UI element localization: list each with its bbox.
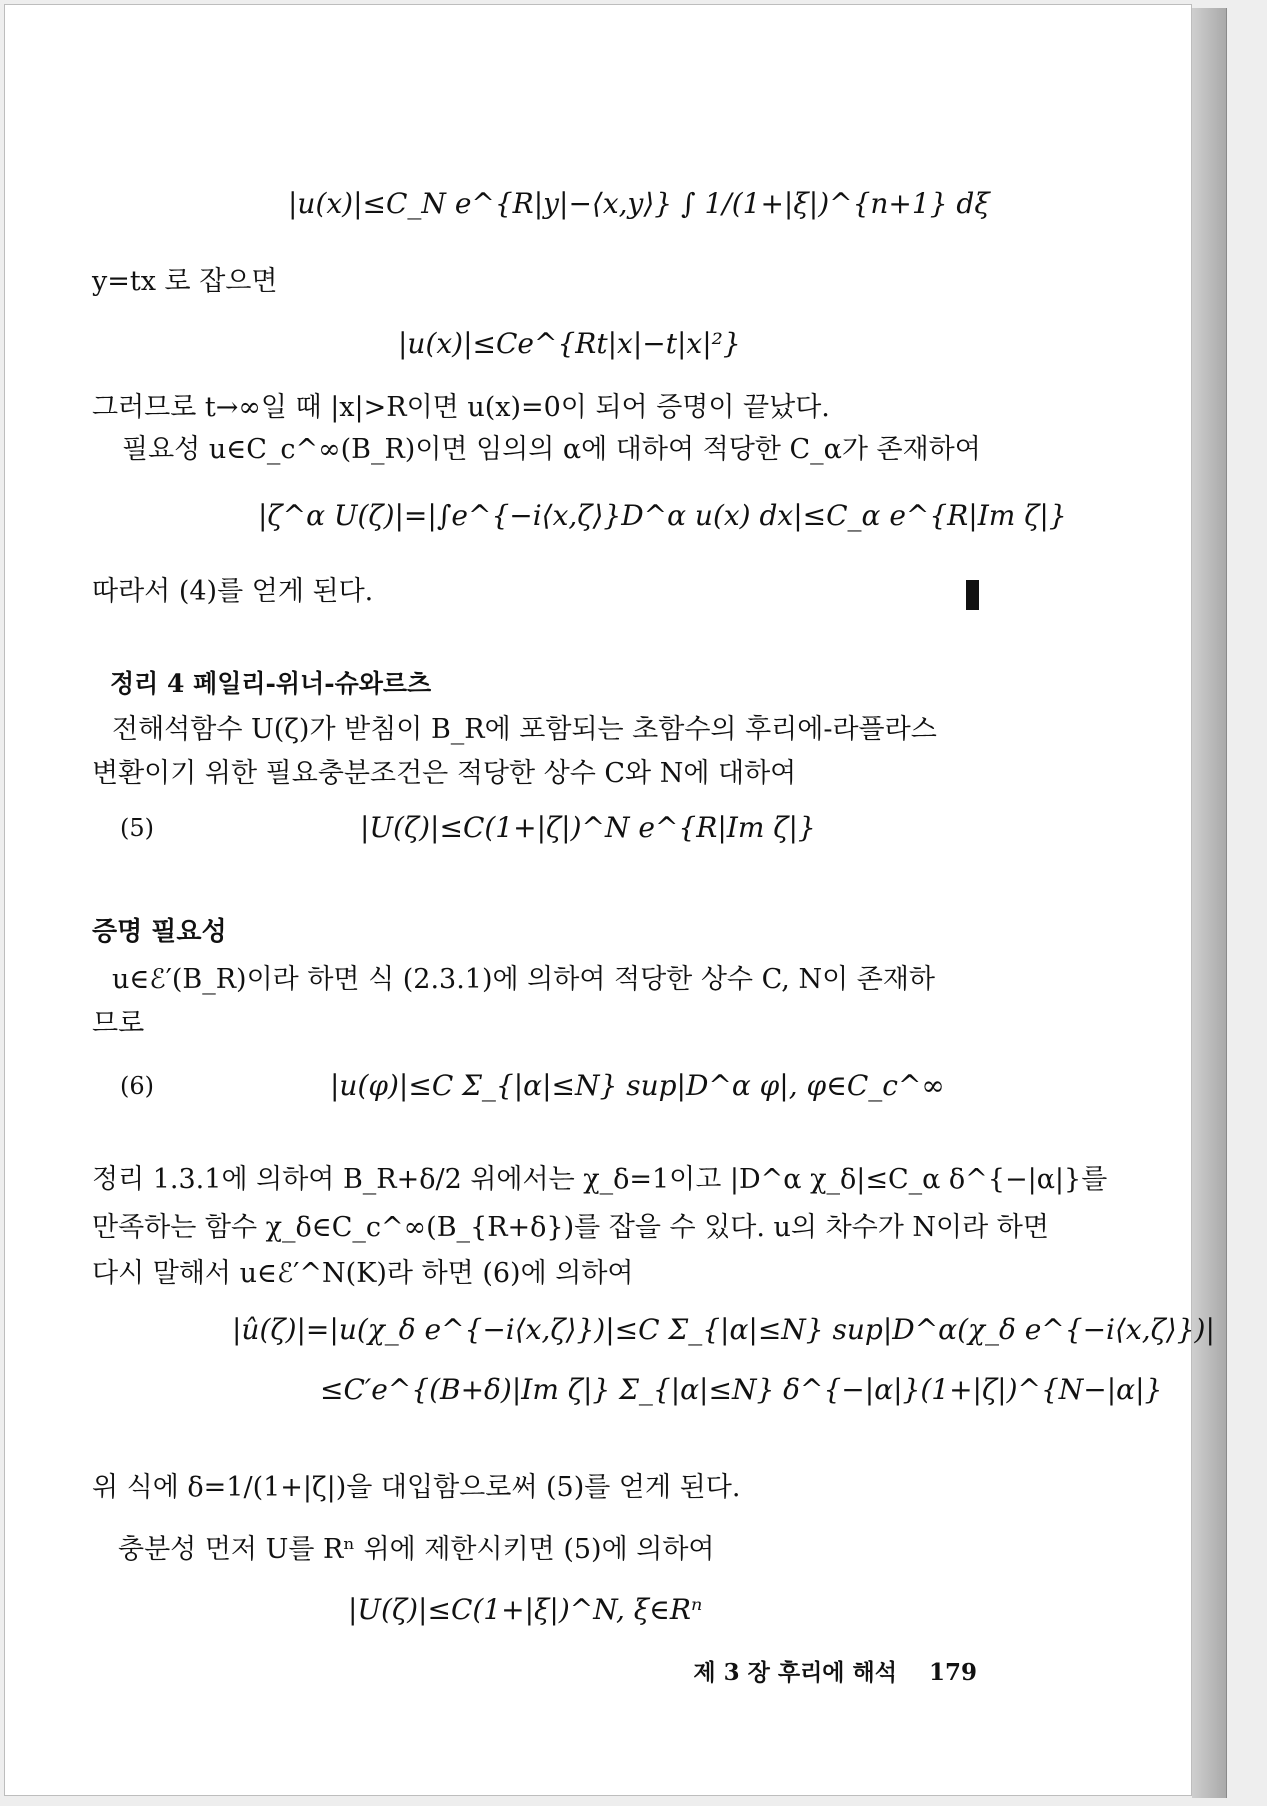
- theorem-title: 정리 4 페일리-위너-슈와르츠: [110, 669, 432, 698]
- page-edge: [1192, 8, 1227, 1798]
- text-line-3: 필요성 u∈C_c^∞(B_R)이면 임의의 α에 대하여 적당한 C_α가 존재하여: [122, 434, 981, 465]
- equation-2: |u(x)|≤Ce^{Rt|x|−t|x|²}: [398, 327, 741, 360]
- text-line-7: u∈ℰ′(B_R)이라 하면 식 (2.3.1)에 의하여 적당한 상수 C, N이 존재하: [112, 964, 935, 995]
- text-line-12: 위 식에 δ=1/(1+|ζ|)을 대입함으로써 (5)를 얻게 된다.: [92, 1472, 741, 1503]
- equation-1: |u(x)|≤C_N e^{R|y|−⟨x,y⟩} ∫ 1/(1+|ξ|)^{n+1} dξ: [288, 187, 990, 220]
- text-line-13: 충분성 먼저 U를 Rⁿ 위에 제한시키면 (5)에 의하여: [118, 1534, 715, 1565]
- text-line-9: 정리 1.3.1에 의하여 B_R+δ/2 위에서는 χ_δ=1이고 |D^α χ_δ|≤C_α δ^{−|α|}를: [92, 1164, 1108, 1195]
- text-line-2: 그러므로 t→∞일 때 |x|>R이면 u(x)=0이 되어 증명이 끝났다.: [92, 392, 830, 423]
- equation-6: |u(φ)|≤C Σ_{|α|≤N} sup|D^α φ|, φ∈C_c^∞: [330, 1069, 945, 1102]
- proof-heading: 증명 필요성: [92, 917, 227, 947]
- text-line-10: 만족하는 함수 χ_δ∈C_c^∞(B_{R+δ})를 잡을 수 있다. u의 차수가 N이라 하면: [92, 1212, 1049, 1243]
- text-line-5: 전해석함수 U(ζ)가 받침이 B_R에 포함되는 초함수의 후리에-라플라스: [112, 714, 937, 745]
- text-line-8: 므로: [92, 1008, 145, 1039]
- text-line-4: 따라서 (4)를 얻게 된다.: [92, 576, 374, 607]
- equation-7: |û(ζ)|=|u(χ_δ e^{−i⟨x,ζ⟩})|≤C Σ_{|α|≤N} sup|D^α(χ_δ e^{−i⟨x,ζ⟩})|: [232, 1313, 1215, 1346]
- page-number: 179: [928, 1659, 977, 1686]
- page-footer: [669, 1654, 977, 1687]
- text-line-6: 변환이기 위한 필요충분조건은 적당한 상수 C와 N에 대하여: [92, 758, 797, 789]
- text-line-1: y=tx 로 잡으면: [92, 266, 278, 297]
- equation-8: ≤C′e^{(B+δ)|Im ζ|} Σ_{|α|≤N} δ^{−|α|}(1+|ζ|)^{N−|α|}: [320, 1373, 1163, 1406]
- equation-number-5: (5): [120, 814, 154, 842]
- qed-mark: [966, 580, 979, 610]
- equation-number-6: (6): [120, 1072, 154, 1100]
- equation-5: |U(ζ)|≤C(1+|ζ|)^N e^{R|Im ζ|}: [360, 811, 816, 844]
- equation-9: |U(ζ)|≤C(1+|ξ|)^N, ξ∈Rⁿ: [348, 1593, 703, 1626]
- equation-3: |ζ^α U(ζ)|=|∫e^{−i⟨x,ζ⟩}D^α u(x) dx|≤C_α e^{R|Im ζ|}: [258, 499, 1067, 532]
- chapter-title: 제 3 장 후리에 해석: [693, 1659, 897, 1686]
- text-line-11: 다시 말해서 u∈ℰ′^N(K)라 하면 (6)에 의하여: [92, 1258, 634, 1289]
